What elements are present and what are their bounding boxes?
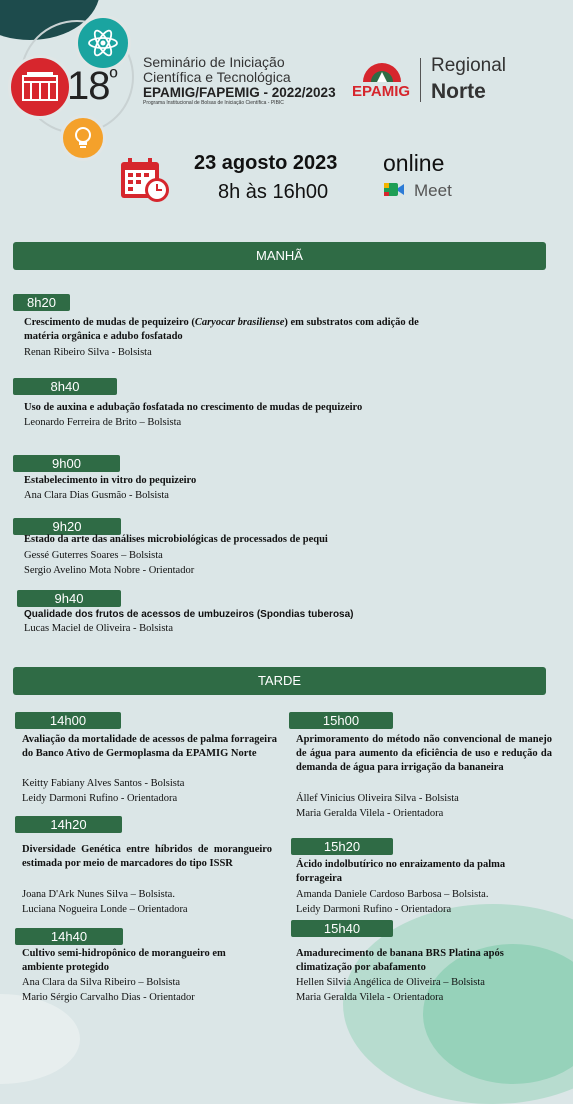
session-time-tag: 14h00 xyxy=(15,712,121,729)
seminar-title xyxy=(143,55,336,107)
session-person: Ana Clara Dias Gusmão - Bolsista xyxy=(24,490,169,501)
session-title: Qualidade dos frutos de acessos de umbuzeiros (Spondias tuberosa) xyxy=(24,609,354,620)
session-time-tag: 14h40 xyxy=(15,928,123,945)
epamig-logo-icon xyxy=(359,60,405,84)
session-time-tag: 14h20 xyxy=(15,816,122,833)
session-time-tag: 9h00 xyxy=(13,455,120,472)
section-afternoon-header: TARDE xyxy=(13,667,546,695)
seminar-line-3: EPAMIG/FAPEMIG - 2022/2023 xyxy=(143,85,336,100)
decorative-shape-bottom-left xyxy=(0,994,80,1084)
session-person: Lucas Maciel de Oliveira - Bolsista xyxy=(24,623,173,634)
session-time-tag: 8h20 xyxy=(13,294,70,311)
seminar-line-2: Científica e Tecnológica xyxy=(143,69,291,85)
session-title: Estado da arte das análises microbiológicas de processados de pequi xyxy=(24,534,328,545)
regional-name: Norte xyxy=(431,80,486,103)
session-person: Amanda Daniele Cardoso Barbosa – Bolsista. xyxy=(296,889,489,900)
session-person: Sergio Avelino Mota Nobre - Orientador xyxy=(24,565,195,576)
session-person: Mario Sérgio Carvalho Dias - Orientador xyxy=(22,992,195,1003)
meet-label: Meet xyxy=(414,181,452,200)
session-title: Uso de auxina e adubação fosfatada no crescimento de mudas de pequizeiro xyxy=(24,402,363,413)
event-date: 23 agosto 2023 xyxy=(194,152,338,174)
session-person: Ana Clara da Silva Ribeiro – Bolsista xyxy=(22,977,181,988)
meet-icon xyxy=(383,180,405,200)
session-person: Leonardo Ferreira de Brito – Bolsista xyxy=(24,417,182,428)
session-title: Diversidade Genética entre híbridos de morangueiro estimada por meio de marcadores do tipo ISSR xyxy=(22,844,272,869)
session-time-tag: 15h40 xyxy=(291,920,393,937)
session-person: Luciana Nogueira Londe – Orientadora xyxy=(22,904,188,915)
session-person: Leidy Darmoni Rufino - Orientadora xyxy=(22,793,178,804)
session-title: Avaliação da mortalidade de acessos de palma forrageira do Banco Ativo de Germoplasma da EPAMIG Norte xyxy=(22,734,277,759)
session-person: Gessé Guterres Soares – Bolsista xyxy=(24,550,163,561)
session-title: Cultivo semi-hidropônico de morangueiro em ambiente protegido xyxy=(22,948,226,973)
session-person: Keitty Fabiany Alves Santos - Bolsista xyxy=(22,778,185,789)
session-person: Hellen Silvia Angélica de Oliveira – Bolsista xyxy=(296,977,485,988)
lightbulb-icon xyxy=(60,115,106,161)
session-title: Ácido indolbutírico no enraizamento da palma forrageira xyxy=(296,859,506,884)
session-time-tag: 9h20 xyxy=(13,518,121,535)
atom-icon xyxy=(75,15,131,71)
session-person: Joana D'Ark Nunes Silva – Bolsista. xyxy=(22,889,175,900)
session-title: Amadurecimento de banana BRS Platina após climatização por abafamento xyxy=(296,948,504,973)
edition-number: $18^º$ xyxy=(67,64,117,108)
session-time-tag: 9h40 xyxy=(17,590,121,607)
seminar-line-1: Seminário de Iniciação xyxy=(143,54,285,70)
session-time-tag: 15h20 xyxy=(291,838,393,855)
event-time: 8h às 16h00 xyxy=(218,181,329,203)
session-title: Aprimoramento do método não convencional de manejo de água para aumento da eficiência de uso e redução da demanda de água para irrigação da bananeira xyxy=(296,734,552,773)
session-person: Állef Vinicius Oliveira Silva - Bolsista xyxy=(296,793,459,804)
session-person: Maria Geralda Vilela - Orientadora xyxy=(296,808,444,819)
session-person: Renan Ribeiro Silva - Bolsista xyxy=(24,347,152,358)
session-person: Maria Geralda Vilela - Orientadora xyxy=(296,992,444,1003)
session-time-tag: 15h00 xyxy=(289,712,393,729)
laboratory-icon xyxy=(8,55,72,119)
seminar-line-4: Programa Institucional de Bolsas de Iniciação Científica - PIBIC xyxy=(143,100,284,106)
epamig-logo-text: EPAMIG xyxy=(352,83,411,100)
session-person: Leidy Darmoni Rufino - Orientadora xyxy=(296,904,452,915)
section-morning-header: MANHÃ xyxy=(13,242,546,270)
header-divider xyxy=(420,58,421,102)
session-title: Estabelecimento in vitro do pequizeiro xyxy=(24,475,197,486)
regional-label: Regional xyxy=(431,55,506,76)
session-time-tag: 8h40 xyxy=(13,378,117,395)
calendar-clock-icon xyxy=(119,156,171,204)
event-mode: online xyxy=(383,150,445,176)
session-title: Crescimento de mudas de pequizeiro (Caryocar brasiliense) em substratos com adição de matéria orgânica e adubo fosfatado xyxy=(24,317,419,342)
